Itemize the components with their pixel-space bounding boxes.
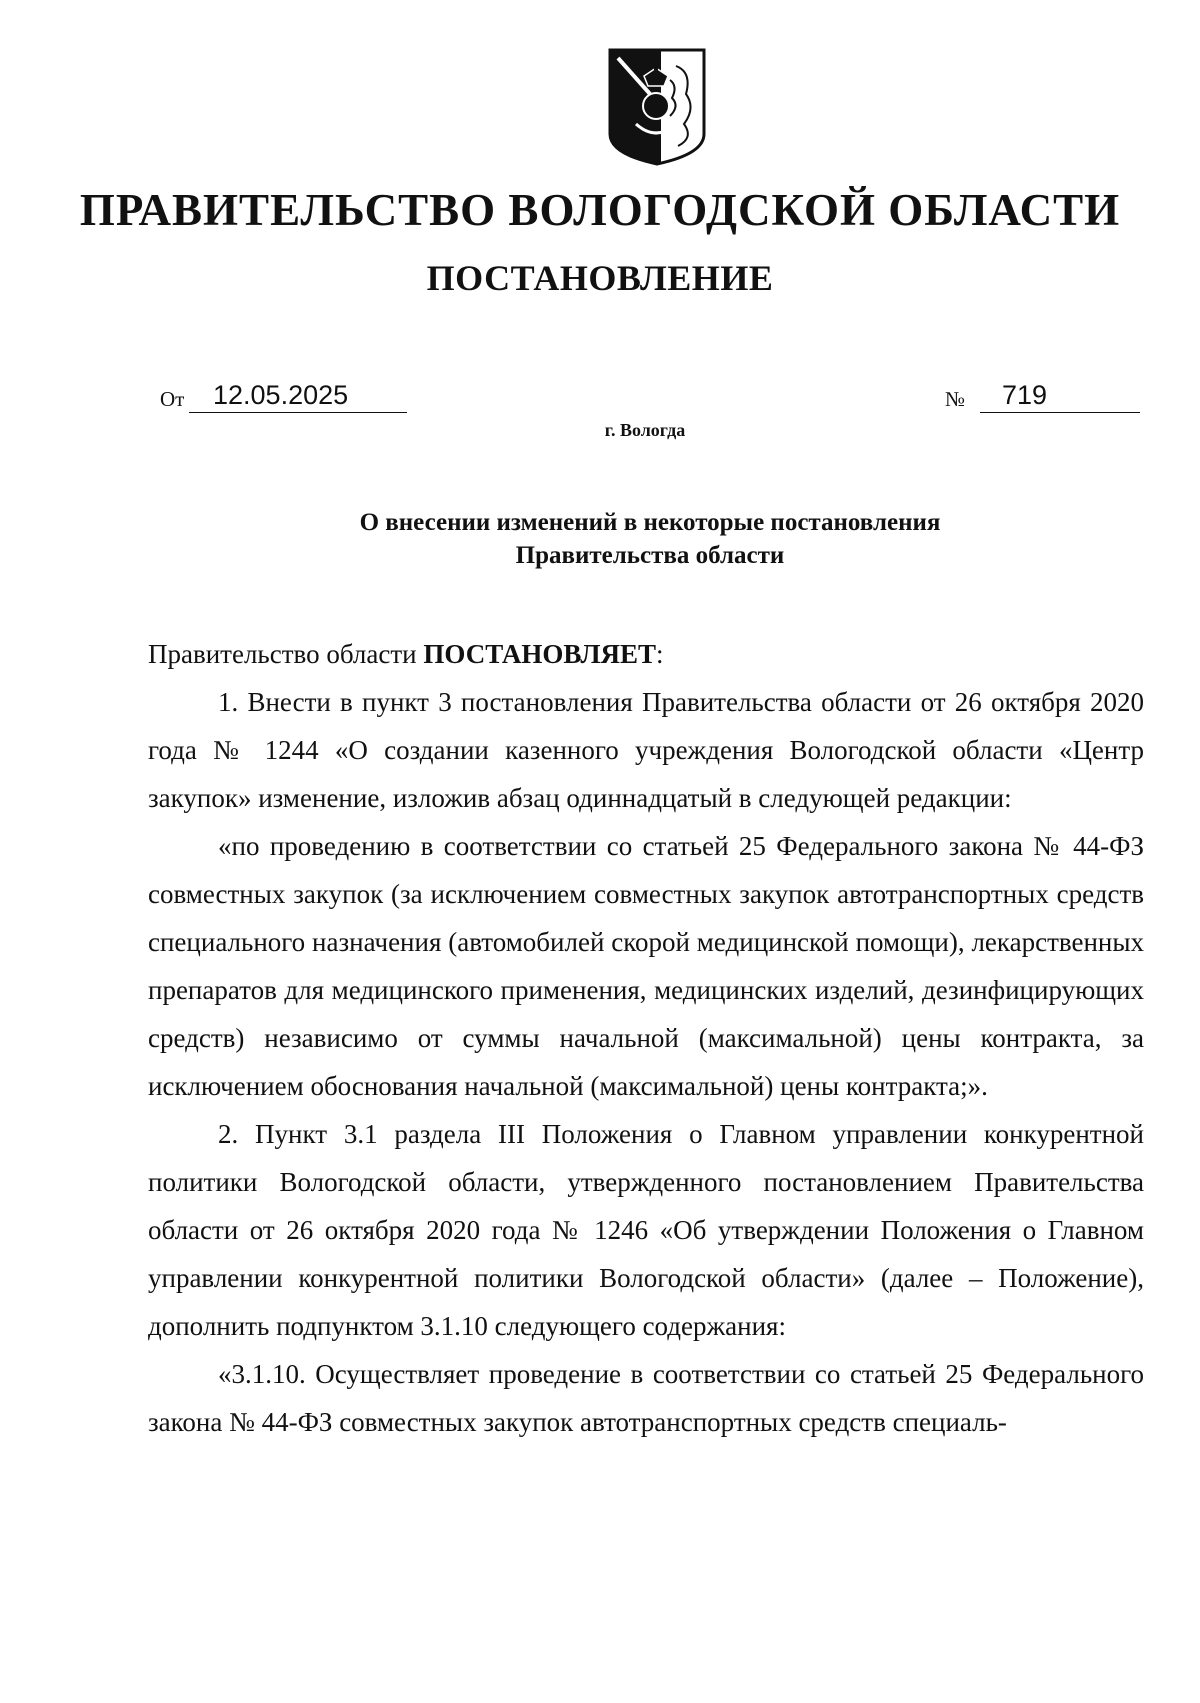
subject-line-1: О внесении изменений в некоторые постановления: [359, 509, 941, 536]
date-label: От: [160, 387, 185, 411]
intro-colon: :: [655, 639, 664, 669]
subject-line-2: Правительства области: [515, 542, 785, 569]
number-label: №: [945, 387, 966, 411]
document-subject: [100, 506, 1200, 572]
coat-of-arms-emblem: [606, 46, 708, 168]
number-value: 719: [980, 378, 1140, 413]
document-body: [148, 630, 1144, 1446]
intro-text: Правительство области: [148, 639, 424, 669]
date-value: 12.05.2025: [189, 378, 407, 413]
paragraph-quote-1: «по проведению в соответствии со статьей 25 Федерального закона № 44-ФЗ совместных закупок (за исключением совместных закупок автотранспортных средств специального назначения (автомобилей скорой медицинской помощи), лекарственных препаратов для медицинского применения, медицинских изделий, дезинфицирующих средств) независимо от суммы начальной (максимальной) цены контракта, за исключением обоснования начальной (максимальной) цены контракта;».: [148, 831, 1144, 1101]
paragraph-1: 1. Внести в пункт 3 постановления Правительства области от 26 октября 2020 года № 1244 «О создании казенного учреждения Вологодской области «Центр закупок» изменение, изложив абзац одиннадцатый в следующей редакции:: [148, 687, 1144, 813]
intro-decree-word: ПОСТАНОВЛЯЕТ: [423, 639, 656, 669]
coat-of-arms-icon: [606, 46, 708, 168]
intro-line: [148, 630, 1144, 678]
government-title: ПРАВИТЕЛЬСТВО ВОЛОГОДСКОЙ ОБЛАСТИ: [79, 185, 1121, 235]
city-name: г. Вологда: [604, 420, 686, 440]
paragraph-2: 2. Пункт 3.1 раздела III Положения о Главном управлении конкурентной политики Вологодской области, утвержденного постановлением Правительства области от 26 октября 2020 года № 1246 «Об утверждении Положения о Главном управлении конкурентной политики Вологодской области» (далее – Положение), дополнить подпунктом 3.1.10 следующего содержания:: [148, 1119, 1144, 1341]
document-type-title: ПОСТАНОВЛЕНИЕ: [426, 258, 774, 298]
number-field: [945, 380, 1048, 414]
date-field: [160, 380, 349, 414]
paragraph-quote-2: «3.1.10. Осуществляет проведение в соответствии со статьей 25 Федерального закона № 44-ФЗ совместных закупок автотранспортных средств специаль-: [148, 1359, 1144, 1437]
